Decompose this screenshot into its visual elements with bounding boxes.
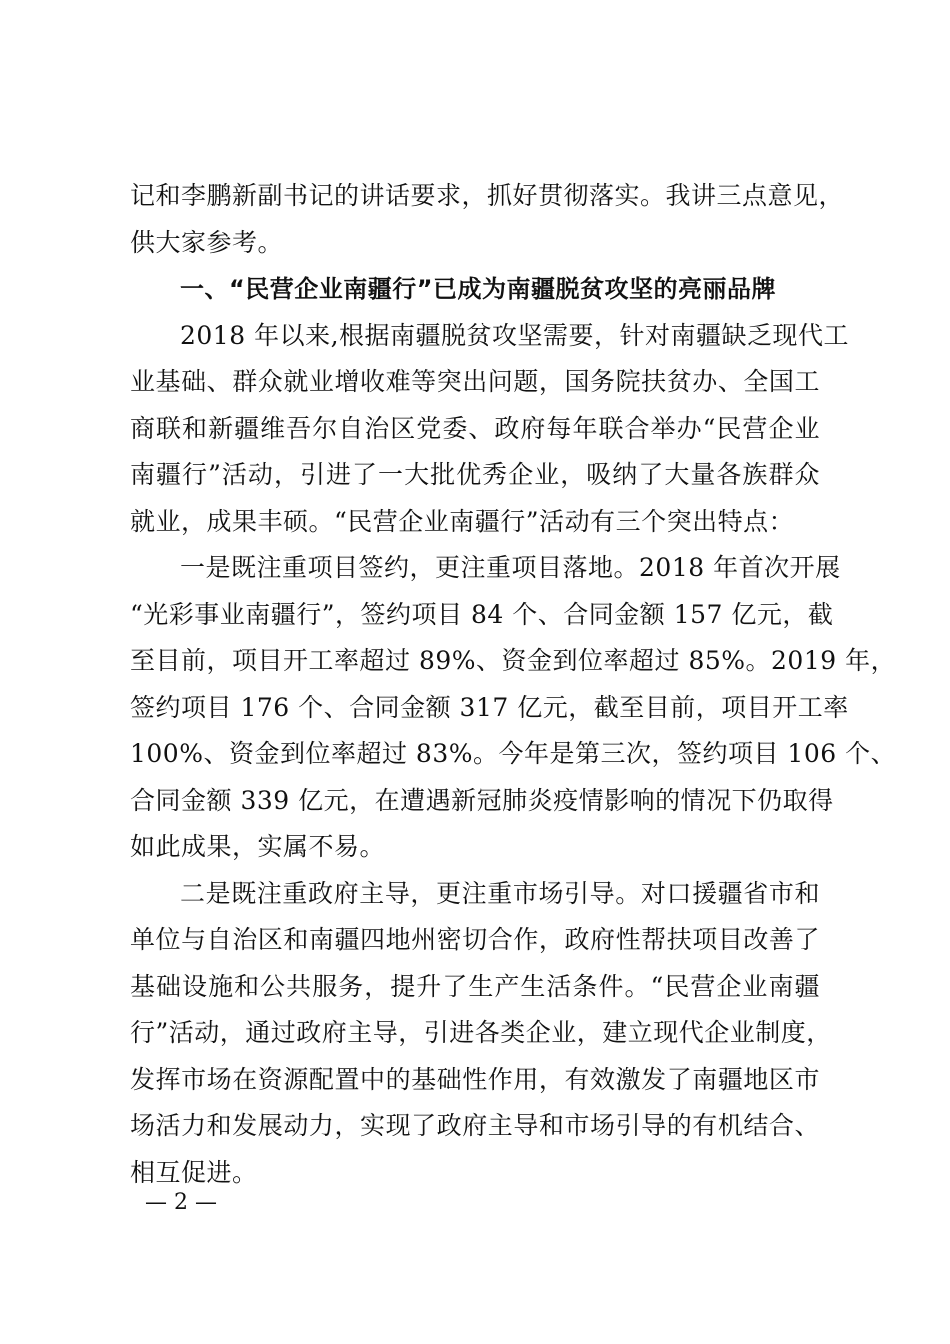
page-number: — 2 — [145, 1190, 217, 1215]
text-line: “光彩事业南疆行”，签约项目 84 个、合同金额 157 亿元，截 [130, 599, 834, 629]
text-line: 单位与自治区和南疆四地州密切合作，政府性帮扶项目改善了 [130, 925, 820, 954]
text-line: 签约项目 176 个、合同金额 317 亿元，截至目前，项目开工率 [130, 692, 849, 722]
section-heading: 一、“民营企业南疆行”已成为南疆脱贫攻坚的亮丽品牌 [180, 275, 777, 303]
text-line: 至目前，项目开工率超过 89%、资金到位率超过 85%。2019 年， [130, 646, 897, 675]
text-line: 二是既注重政府主导，更注重市场引导。对口援疆省市和 [180, 878, 820, 908]
text-line: 一是既注重项目签约，更注重项目落地。2018 年首次开展 [180, 553, 841, 582]
text-line: 发挥市场在资源配置中的基础性作用，有效激发了南疆地区市 [130, 1064, 820, 1094]
text-line: 基础设施和公共服务，提升了生产生活条件。“民营企业南疆 [130, 971, 820, 1001]
text-line: 南疆行”活动，引进了一大批优秀企业，吸纳了大量各族群众 [130, 460, 820, 489]
text-line: 场活力和发展动力，实现了政府主导和市场引导的有机结合、 [130, 1111, 820, 1140]
text-line: 供大家参考。 [130, 227, 284, 257]
text-line: 记和李鹏新副书记的讲话要求，抓好贯彻落实。我讲三点意见， [130, 181, 845, 210]
text-line: 如此成果，实属不易。 [130, 832, 386, 861]
text-line: 相互促进。 [130, 1157, 258, 1187]
text-line: 商联和新疆维吾尔自治区党委、政府每年联合举办“民营企业 [130, 413, 820, 443]
text-line: 业基础、群众就业增收难等突出问题，国务院扶贫办、全国工 [130, 367, 820, 396]
text-line: 2018 年以来,根据南疆脱贫攻坚需要，针对南疆缺乏现代工 [180, 320, 850, 350]
document-body [130, 173, 897, 1196]
text-line: 就业，成果丰硕。“民营企业南疆行”活动有三个突出特点： [130, 506, 795, 536]
text-line: 100%、资金到位率超过 83%。今年是第三次，签约项目 106 个、 [130, 739, 897, 768]
text-line: 合同金额 339 亿元，在遭遇新冠肺炎疫情影响的情况下仍取得 [130, 785, 834, 815]
text-line: 行”活动，通过政府主导，引进各类企业，建立现代企业制度， [130, 1018, 832, 1047]
